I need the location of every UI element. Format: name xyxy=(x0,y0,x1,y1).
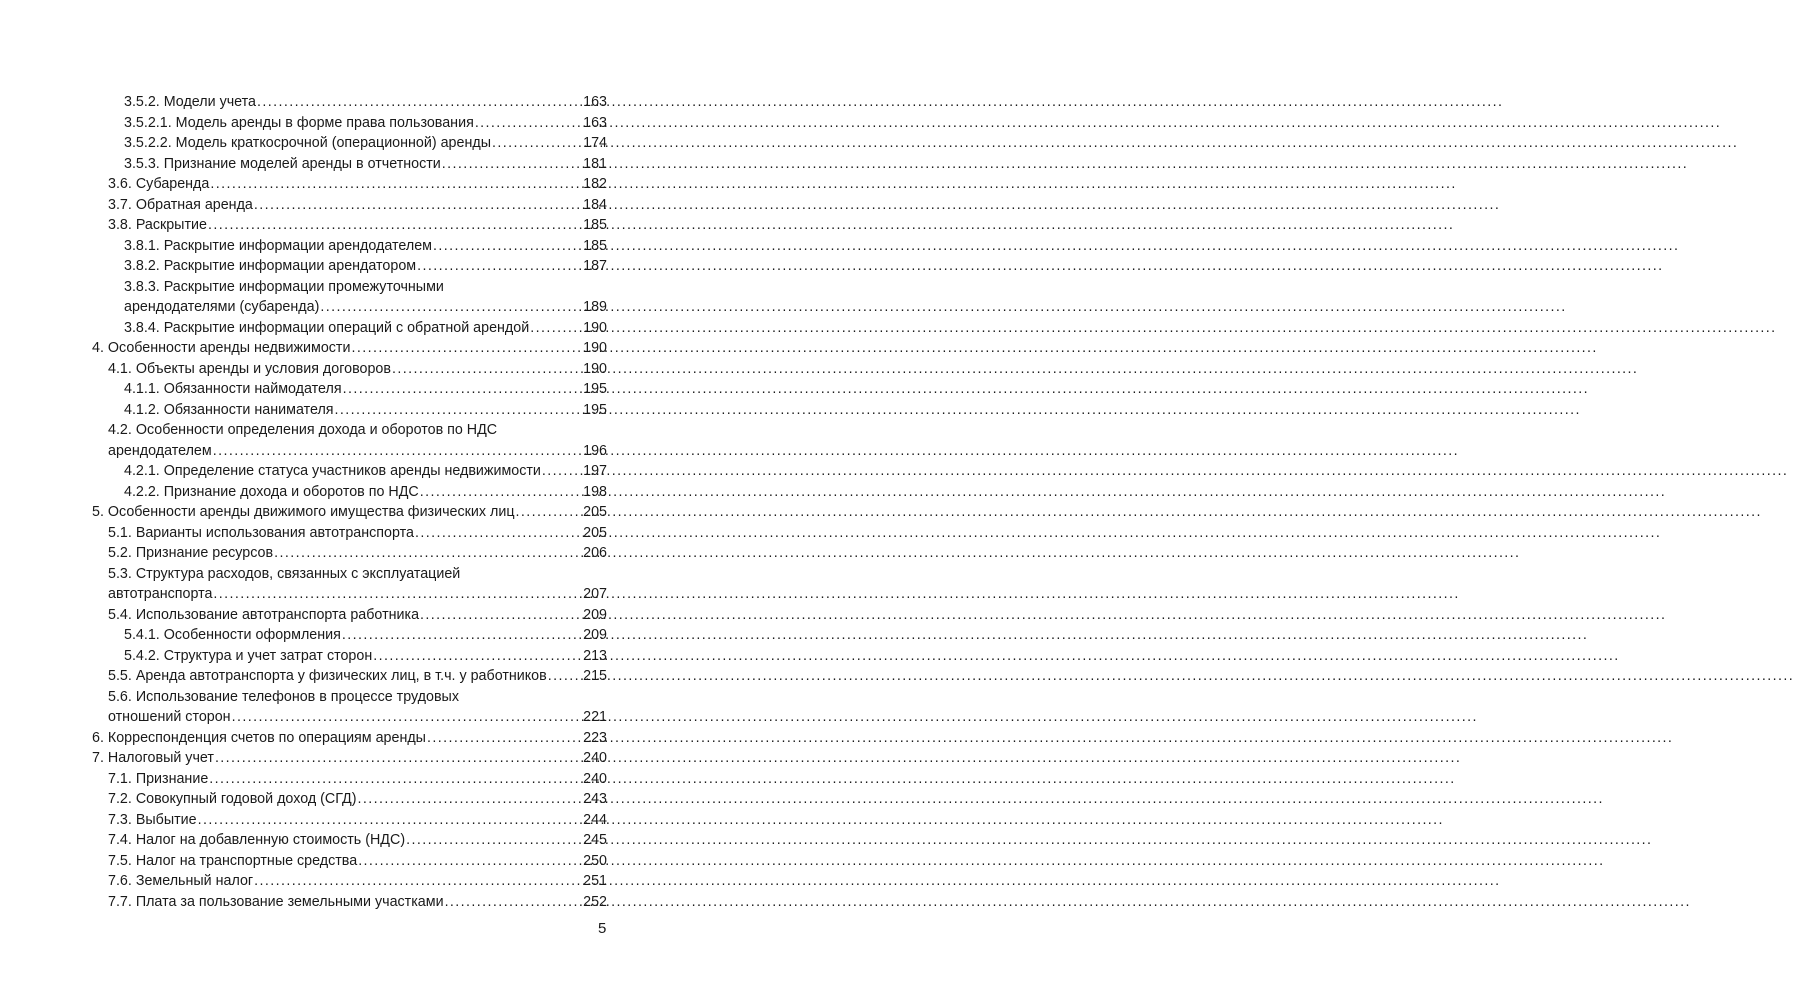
dot-leader xyxy=(254,871,581,892)
toc-entry-page: 251 xyxy=(583,873,607,889)
toc-entry-title-line-2: арендодателями (субаренда) xyxy=(124,299,320,315)
toc-entry-7-4[interactable] xyxy=(92,830,607,851)
toc-entry-title: 3.8.1. Раскрытие информации арендодателем xyxy=(124,237,432,254)
toc-entry-5-3[interactable] xyxy=(92,564,607,605)
toc-entry-page: 205 xyxy=(583,504,607,520)
toc-entry-title: 3.7. Обратная аренда xyxy=(108,196,253,213)
toc-entry-title: 5.4.1. Особенности оформления xyxy=(124,627,341,643)
toc-entry-title: 5.4.2. Структура и учет затрат сторон xyxy=(124,647,373,664)
toc-entry-title: 3.5.2.2. Модель краткосрочной (операционной) аренды xyxy=(124,135,491,151)
toc-entry-title: 4.2.2. Признание дохода и оборотов по НДС xyxy=(124,483,419,500)
toc-entry-title: 7.2. Совокупный годовой доход (СГД) xyxy=(108,791,357,807)
dot-leader xyxy=(351,338,581,359)
toc-entry-title: 4. Особенности аренды недвижимости xyxy=(92,340,351,356)
toc-entry-page: 196 xyxy=(583,442,607,459)
toc-entry-page: 190 xyxy=(583,319,607,336)
toc-entry-title: 7. Налоговый учет xyxy=(92,750,214,766)
toc-entry-page: 240 xyxy=(583,750,607,766)
toc-entry-title: 5.4. Использование автотранспорта работника xyxy=(108,606,420,623)
dot-leader xyxy=(516,502,582,523)
toc-entry-3-6[interactable] xyxy=(92,174,607,195)
dot-leader xyxy=(415,523,581,544)
toc-entry-4-2-2[interactable] xyxy=(92,482,607,503)
toc-entry-title: 3.8.2. Раскрытие информации арендатором xyxy=(124,258,417,274)
dot-leader xyxy=(274,543,581,564)
toc-entry-title-line-1: 5.3. Структура расходов, связанных с эксплуатацией xyxy=(108,565,461,582)
toc-entry-page: 221 xyxy=(583,709,607,725)
toc-entry-title: 5.1. Варианты использования автотранспорта xyxy=(108,524,414,541)
toc-entry-3-7[interactable] xyxy=(92,195,607,216)
dot-leader xyxy=(445,892,582,913)
dot-leader xyxy=(548,666,581,687)
toc-entry-page: 185 xyxy=(583,217,607,233)
toc-entry-5-4[interactable] xyxy=(92,605,607,626)
toc-entry-page: 182 xyxy=(583,176,607,192)
toc-entry-4-1[interactable] xyxy=(92,359,607,380)
toc-entry-title: 7.4. Налог на добавленную стоимость (НДС) xyxy=(108,832,406,848)
toc-entry-title: 7.5. Налог на транспортные средства xyxy=(108,852,358,869)
toc-entry-title-line-2: арендодателем xyxy=(108,442,212,459)
toc-entry-page: 243 xyxy=(583,791,607,807)
toc-entry-3-5-2[interactable] xyxy=(92,92,607,113)
dot-leader xyxy=(342,625,581,646)
toc-entry-5[interactable] xyxy=(92,502,607,523)
toc-entry-3-8-3[interactable] xyxy=(92,277,607,318)
toc-entry-title-line-1: 4.2. Особенности определения дохода и оборотов по НДС xyxy=(108,422,498,438)
dot-leader xyxy=(542,461,581,482)
toc-entry-page: 209 xyxy=(583,627,607,643)
dot-leader xyxy=(335,400,582,421)
dot-leader xyxy=(392,359,581,380)
dot-leader xyxy=(232,707,582,728)
dot-leader xyxy=(357,789,581,810)
toc-entry-title: 3.5.3. Признание моделей аренды в отчетности xyxy=(124,155,441,172)
toc-entry-7-6[interactable] xyxy=(92,871,607,892)
toc-entry-page: 252 xyxy=(583,893,607,910)
toc-entry-3-5-2-1[interactable] xyxy=(92,113,607,134)
toc-entry-page: 190 xyxy=(583,360,607,377)
dot-leader xyxy=(257,92,581,113)
dot-leader xyxy=(373,646,581,667)
dot-leader xyxy=(343,379,582,400)
dot-leader xyxy=(209,769,581,790)
toc-entry-title: 4.1. Объекты аренды и условия договоров xyxy=(108,360,391,377)
toc-entry-page: 185 xyxy=(583,237,607,254)
dot-leader xyxy=(492,133,581,154)
toc-entry-page: 244 xyxy=(583,811,607,828)
toc-entry-title: 5. Особенности аренды движимого имущества физических лиц xyxy=(92,504,515,520)
toc-entry-title: 4.1.2. Обязанности нанимателя xyxy=(124,401,334,418)
toc-entry-title-line-2: автотранспорта xyxy=(108,586,213,602)
page-number: 5 xyxy=(598,920,607,937)
dot-leader xyxy=(475,113,581,134)
toc-entry-page: 190 xyxy=(583,340,607,356)
toc-entry-title: 3.6. Субаренда xyxy=(108,176,210,192)
toc-entry-4-2-1[interactable] xyxy=(92,461,607,482)
toc-entry-page: 245 xyxy=(583,832,607,848)
toc-entry-title: 7.7. Плата за пользование земельными участками xyxy=(108,893,444,910)
toc-entry-4-1-2[interactable] xyxy=(92,400,607,421)
toc-entry-page: 213 xyxy=(583,647,607,664)
document-page xyxy=(0,0,705,1000)
toc-entry-7-1[interactable] xyxy=(92,769,607,790)
toc-entry-title-line-1: 3.8.3. Раскрытие информации промежуточными xyxy=(124,278,444,295)
toc-entry-5-2[interactable] xyxy=(92,543,607,564)
dot-leader xyxy=(213,441,581,462)
toc-entry-page: 205 xyxy=(583,524,607,541)
toc-entry-title: 5.2. Признание ресурсов xyxy=(108,545,274,561)
toc-entry-title: 3.8.4. Раскрытие информации операций с обратной арендой xyxy=(124,319,530,336)
dot-leader xyxy=(210,174,581,195)
toc-entry-page: 195 xyxy=(583,381,607,397)
toc-entry-title: 3.5.2.1. Модель аренды в форме права пользования xyxy=(124,114,474,131)
toc-entry-title: 3.5.2. Модели учета xyxy=(124,94,256,110)
toc-entry-page: 187 xyxy=(583,258,607,274)
dot-leader xyxy=(417,256,581,277)
toc-entry-page: 195 xyxy=(583,401,607,418)
dot-leader xyxy=(406,830,581,851)
dot-leader xyxy=(358,851,581,872)
toc-entry-title: 6. Корреспонденция счетов по операциям аренды xyxy=(92,729,426,746)
toc-entry-7-5[interactable] xyxy=(92,851,607,872)
toc-entry-5-1[interactable] xyxy=(92,523,607,544)
toc-entry-4-1-1[interactable] xyxy=(92,379,607,400)
toc-entry-page: 184 xyxy=(583,196,607,213)
toc-entry-title-line-1: 5.6. Использование телефонов в процессе трудовых xyxy=(108,688,459,705)
toc-entry-title: 4.1.1. Обязанности наймодателя xyxy=(124,381,342,397)
toc-entry-5-6[interactable] xyxy=(92,687,607,728)
toc-entry-page: 163 xyxy=(583,114,607,131)
dot-leader xyxy=(213,584,581,605)
toc-entry-page: 197 xyxy=(583,463,607,479)
toc-entry-3-8-1[interactable] xyxy=(92,236,607,257)
toc-entry-page: 209 xyxy=(583,606,607,623)
table-of-contents xyxy=(92,92,607,912)
toc-entry-title: 7.1. Признание xyxy=(108,770,209,787)
toc-entry-page: 163 xyxy=(583,94,607,110)
toc-entry-page: 240 xyxy=(583,770,607,787)
toc-entry-title: 7.3. Выбытие xyxy=(108,811,197,828)
dot-leader xyxy=(420,605,581,626)
toc-entry-3-8[interactable] xyxy=(92,215,607,236)
dot-leader xyxy=(320,297,581,318)
dot-leader xyxy=(433,236,581,257)
dot-leader xyxy=(530,318,581,339)
toc-entry-7-3[interactable] xyxy=(92,810,607,831)
toc-entry-3-5-3[interactable] xyxy=(92,154,607,175)
toc-entry-5-4-2[interactable] xyxy=(92,646,607,667)
toc-entry-3-8-2[interactable] xyxy=(92,256,607,277)
toc-entry-page: 215 xyxy=(583,668,607,684)
toc-entry-page: 174 xyxy=(583,135,607,151)
dot-leader xyxy=(254,195,581,216)
dot-leader xyxy=(215,748,581,769)
toc-entry-title: 4.2.1. Определение статуса участников аренды недвижимости xyxy=(124,463,541,479)
toc-entry-5-5[interactable] xyxy=(92,666,607,687)
toc-entry-5-4-1[interactable] xyxy=(92,625,607,646)
toc-entry-7-7[interactable] xyxy=(92,892,607,913)
toc-entry-title-line-2: отношений сторон xyxy=(108,709,231,725)
toc-entry-4[interactable] xyxy=(92,338,607,359)
toc-entry-4-2[interactable] xyxy=(92,420,607,461)
toc-entry-page: 206 xyxy=(583,545,607,561)
toc-entry-page: 198 xyxy=(583,483,607,500)
toc-entry-6[interactable] xyxy=(92,728,607,749)
toc-entry-3-8-4[interactable] xyxy=(92,318,607,339)
dot-leader xyxy=(427,728,581,749)
toc-entry-3-5-2-2[interactable] xyxy=(92,133,607,154)
toc-entry-page: 189 xyxy=(583,299,607,315)
toc-entry-page: 250 xyxy=(583,852,607,869)
dot-leader xyxy=(208,215,581,236)
dot-leader xyxy=(198,810,582,831)
toc-entry-title: 5.5. Аренда автотранспорта у физических лиц, в т.ч. у работников xyxy=(108,668,547,684)
toc-entry-7-2[interactable] xyxy=(92,789,607,810)
toc-entry-title: 7.6. Земельный налог xyxy=(108,873,254,889)
toc-entry-page: 181 xyxy=(583,155,607,172)
toc-entry-title: 3.8. Раскрытие xyxy=(108,217,207,233)
toc-entry-page: 223 xyxy=(583,729,607,746)
toc-entry-7[interactable] xyxy=(92,748,607,769)
dot-leader xyxy=(420,482,581,503)
dot-leader xyxy=(442,154,581,175)
toc-entry-page: 207 xyxy=(583,586,607,602)
